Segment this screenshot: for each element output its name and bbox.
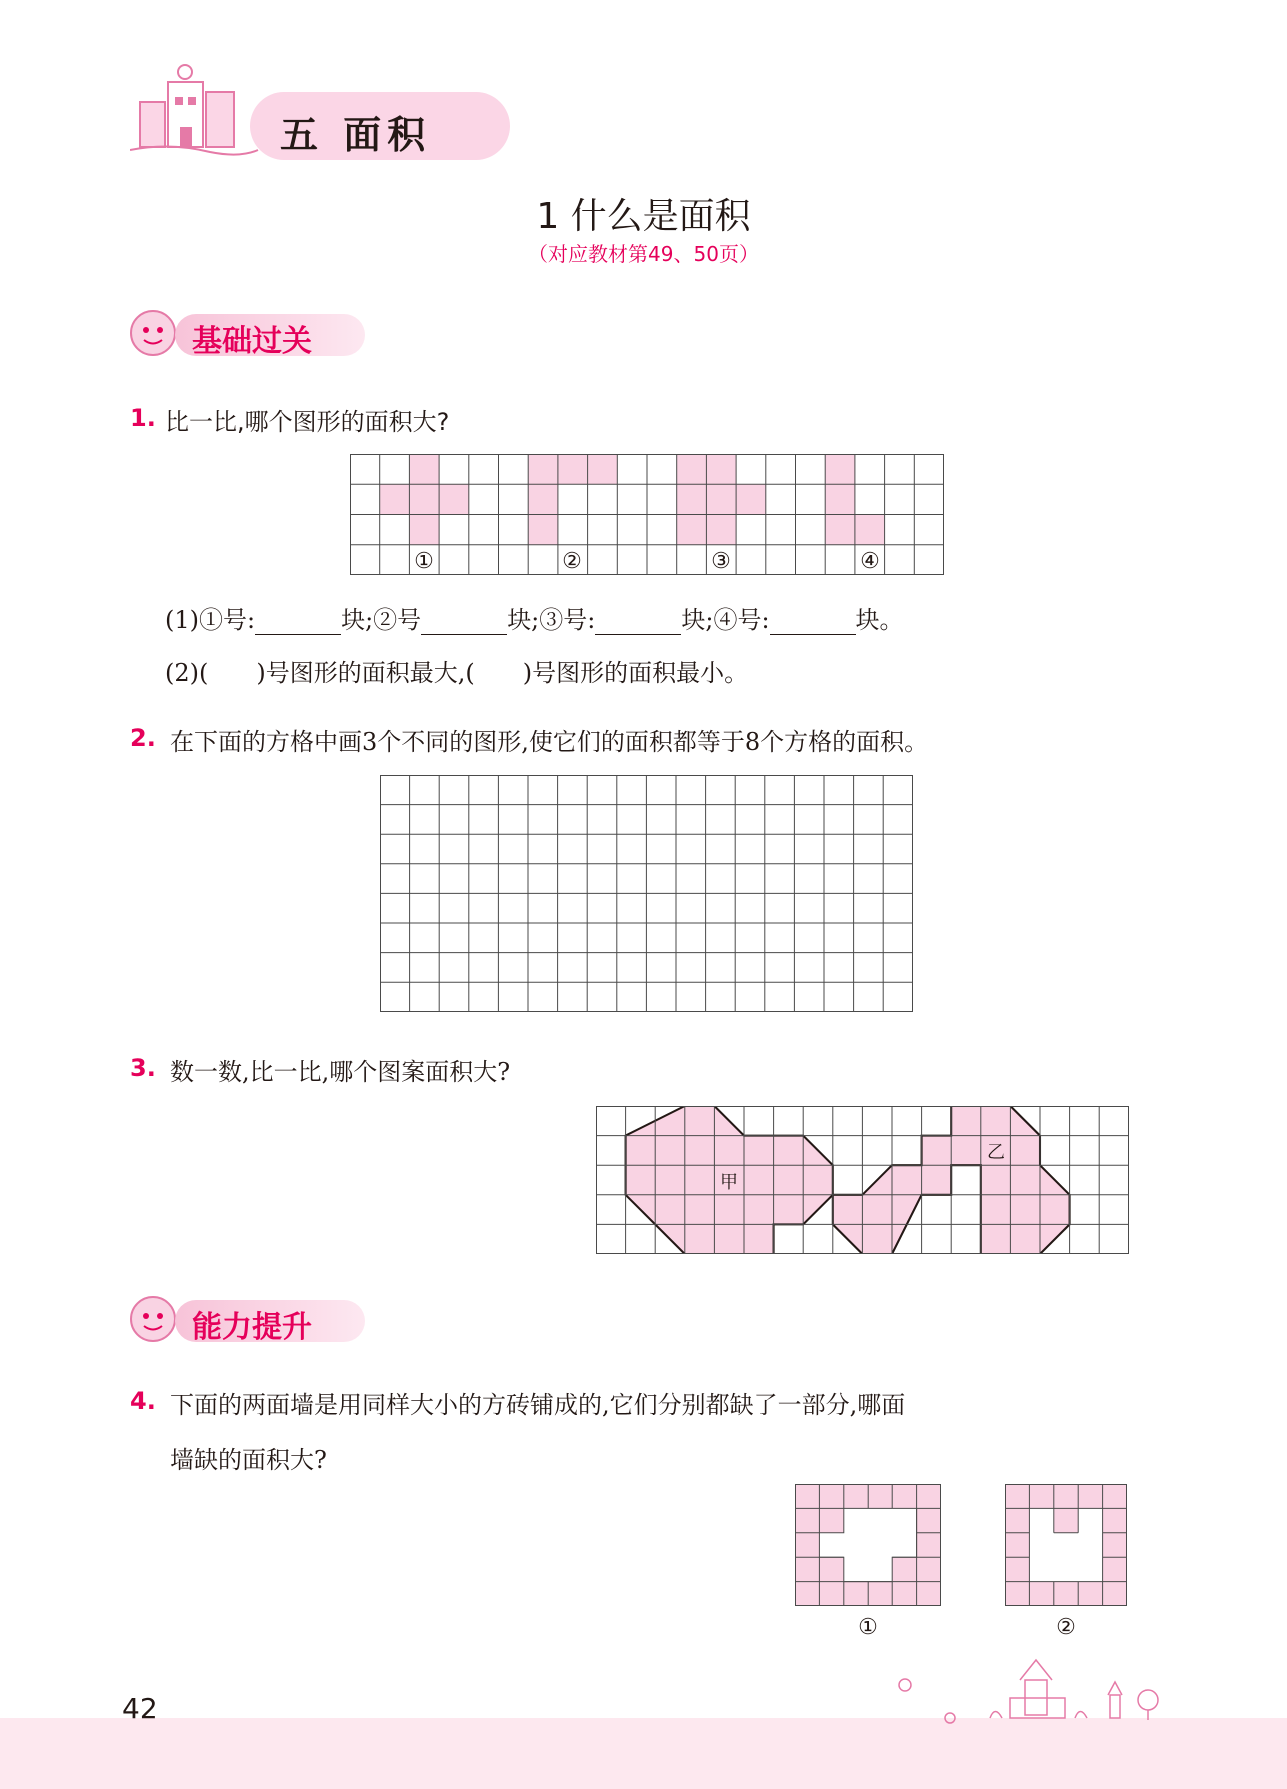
q1-number: 1. <box>130 404 156 432</box>
basic-section-label: 基础过关 <box>192 324 312 359</box>
q1-sub1-text: 块;④号: <box>681 606 770 634</box>
basic-section-icon <box>128 308 178 362</box>
q1-label-4: ④ <box>860 549 880 574</box>
q2-number: 2. <box>130 724 156 752</box>
lesson-reference: （对应教材第49、50页） <box>528 242 759 266</box>
answer-blank-4[interactable] <box>770 610 856 635</box>
q2-text: 在下面的方格中画3个不同的图形,使它们的面积都等于8个方格的面积。 <box>170 728 929 756</box>
q1-sub1-text: 块;②号 <box>341 606 422 634</box>
answer-blank-2[interactable] <box>421 610 507 635</box>
q3-text: 数一数,比一比,哪个图案面积大? <box>170 1058 511 1086</box>
q1-label-2: ② <box>562 549 582 574</box>
q4-text-line2: 墙缺的面积大? <box>170 1446 327 1474</box>
q1-sub2 <box>165 653 748 688</box>
lesson-title: 1 什么是面积 <box>536 196 751 237</box>
footer-castle-illustration <box>880 1650 1170 1734</box>
q1-sub1-text: (1)①号: <box>165 606 256 634</box>
q4-walls <box>790 1482 1130 1642</box>
chapter-title: 五 面积 <box>280 113 432 157</box>
q1-text: 比一比,哪个图形的面积大? <box>165 408 450 436</box>
q1-label-1: ① <box>414 549 434 574</box>
q1-sub1-text: 块;③号: <box>507 606 596 634</box>
q2-drawing-grid[interactable] <box>380 775 913 1012</box>
advanced-section-icon <box>128 1294 178 1348</box>
advanced-section-label: 能力提升 <box>192 1310 312 1345</box>
q4-label-1: ① <box>858 1615 878 1640</box>
label-jia: 甲 <box>720 1172 738 1193</box>
q1-grid <box>350 454 944 575</box>
q1-sub2-text: (2)( <box>165 659 209 687</box>
q1-label-3: ③ <box>711 549 731 574</box>
q1-sub2-text: )号图形的面积最小。 <box>522 659 749 687</box>
answer-blank-3[interactable] <box>595 610 681 635</box>
answer-blank-1[interactable] <box>255 610 341 635</box>
page-number: 42 <box>122 1692 158 1725</box>
q4-text-line1: 下面的两面墙是用同样大小的方砖铺成的,它们分别都缺了一部分,哪面 <box>170 1391 906 1419</box>
q4-label-2: ② <box>1056 1615 1076 1640</box>
label-yi: 乙 <box>987 1142 1005 1163</box>
q3-number: 3. <box>130 1054 156 1082</box>
chapter-illustration <box>130 62 260 162</box>
q4-number: 4. <box>130 1387 156 1415</box>
q1-sub1 <box>165 600 904 635</box>
q1-sub2-text: )号图形的面积最大,( <box>256 659 475 687</box>
q3-grid <box>596 1106 1129 1254</box>
q1-sub1-text: 块。 <box>855 606 904 634</box>
